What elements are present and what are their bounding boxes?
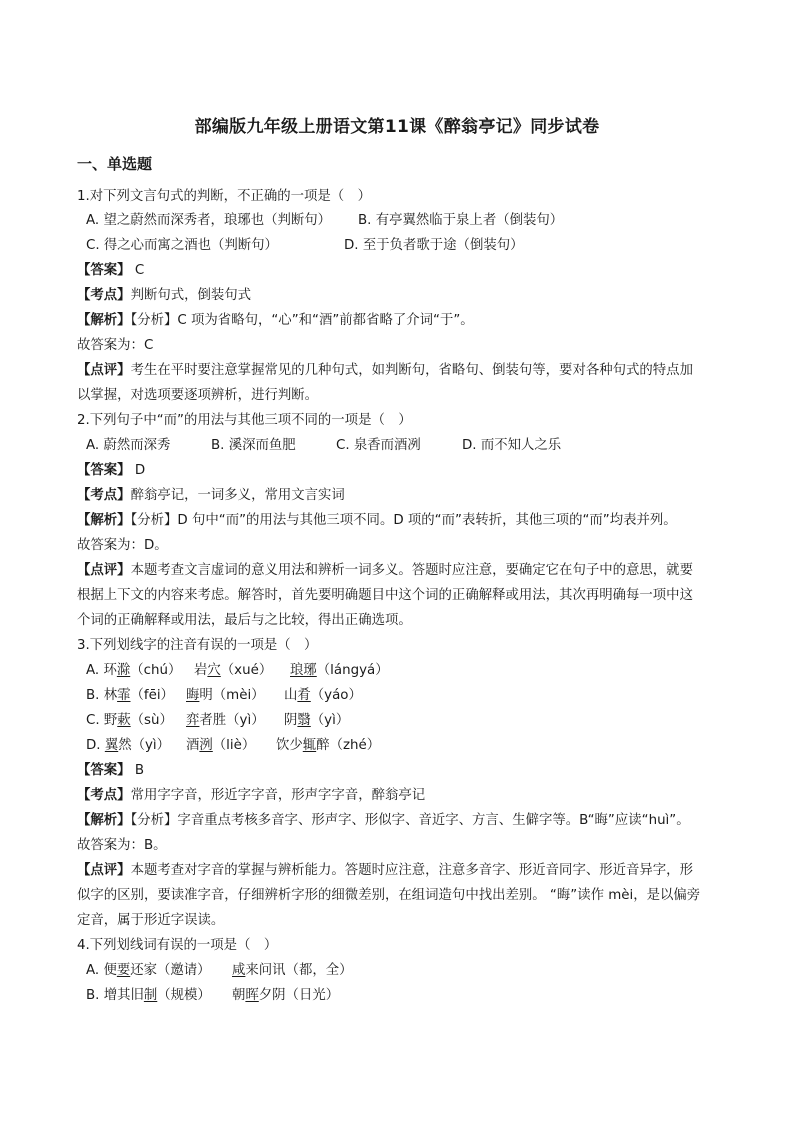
pinyin: （yì） — [131, 738, 171, 753]
q3-so: 故答案为：B。 — [77, 838, 167, 853]
pinyin: （yì） — [310, 713, 350, 728]
underlined-word: 咸 — [232, 963, 246, 978]
analysis-tag: 【解析】 — [77, 513, 131, 528]
q2-answer-value: D — [130, 463, 146, 478]
option-text: （规模） — [157, 988, 211, 1003]
q3-comment — [77, 862, 693, 880]
underlined-char: 翼 — [104, 738, 119, 753]
pinyin: （liè） — [212, 738, 256, 753]
section-heading: 一、单选题 — [77, 155, 153, 173]
q1-answer — [77, 262, 144, 280]
q3-answer-value: B — [130, 763, 145, 778]
pinyin: （mèi） — [212, 688, 265, 703]
q1-option-c: C. 得之心而寓之酒也（判断句） — [86, 238, 278, 253]
q3-option-a — [86, 662, 389, 680]
underlined-char: 弈 — [186, 713, 200, 728]
option-text: 醉 — [316, 738, 330, 753]
underlined-char: 滁 — [116, 663, 131, 678]
q1-option-row — [86, 212, 564, 230]
answer-tag: 【答案】 — [77, 263, 131, 278]
analysis-tag: 【解析】 — [77, 313, 131, 328]
underlined-word: 要 — [116, 963, 131, 978]
q1-comment-text: 考生在平时要注意掌握常见的几种句式，如判断句，省略句、倒装句等，要对各种句式的特点加 — [130, 363, 693, 378]
underlined-word: 晖 — [245, 988, 259, 1003]
q1-option-row — [86, 237, 524, 255]
q1-stem: 1.对下列文言句式的判断，不正确的一项是（ ） — [77, 189, 371, 204]
q3-comment-cont: 似字的区别，要读准字音，仔细辨析字形的细微差别，在组词造句中找出差别。 “晦”读作 mèi，是以偏旁 — [77, 888, 701, 903]
pinyin: （sù） — [130, 713, 173, 728]
option-text: 来问讯（都，全） — [245, 963, 353, 978]
q2-answer — [77, 462, 145, 480]
point-tag: 【考点】 — [77, 788, 131, 803]
underlined-word: 制 — [143, 988, 158, 1003]
underlined-char: 穴 — [207, 663, 221, 678]
option-text: 还家（邀请） — [130, 963, 211, 978]
underlined-char: 肴 — [297, 688, 311, 703]
q3-answer — [77, 762, 144, 780]
q2-analysis — [77, 512, 677, 530]
q2-option-d: D. 而不知人之乐 — [462, 438, 562, 453]
q2-comment-text: 本题考查文言虚词的意义用法和辨析一词多义。答题时应注意，要确定它在句子中的意思，就要 — [130, 563, 693, 578]
option-text: 朝 — [232, 988, 246, 1003]
q1-option-b: B. 有亭翼然临于泉上者（倒装句） — [358, 213, 564, 228]
q3-option-d — [86, 737, 381, 755]
option-text: 酒 — [186, 738, 200, 753]
underlined-char: 辄 — [302, 738, 317, 753]
option-text: A. 环 — [86, 663, 117, 678]
page-title: 部编版九年级上册语文第11课《醉翁亭记》同步试卷 — [194, 117, 600, 137]
option-text: B. 林 — [86, 688, 118, 703]
q1-option-a: A. 望之蔚然而深秀者，琅琊也（判断句） — [86, 213, 332, 228]
q1-comment — [77, 362, 693, 380]
q2-point-text: 醉翁亭记，一词多义，常用文言实词 — [130, 488, 345, 503]
underlined-char: 蔌 — [117, 713, 131, 728]
pinyin: （fēi） — [130, 688, 174, 703]
q3-analysis — [77, 812, 690, 830]
q2-point — [77, 487, 345, 505]
q4-option-a — [86, 962, 353, 980]
q1-answer-value: C — [130, 263, 145, 278]
underlined-char: 洌 — [199, 738, 213, 753]
q3-option-b — [86, 687, 362, 705]
option-text: 然 — [118, 738, 132, 753]
option-text: 夕阴（日光） — [258, 988, 340, 1003]
q1-analysis-text: 【分析】C 项为省略句，“心”和“酒”前都省略了介词“于”。 — [130, 313, 474, 328]
q2-option-a: A. 蔚然而深秀 — [86, 438, 171, 453]
q1-comment-cont: 以掌握，对选项要逐项辨析，进行判断。 — [77, 388, 319, 403]
q3-comment-text: 本题考查对字音的掌握与辨析能力。答题时应注意，注意多音字、形近音同字、形近音异字，形 — [130, 863, 693, 878]
underlined-char: 晦 — [186, 688, 200, 703]
point-tag: 【考点】 — [77, 488, 131, 503]
q1-so: 故答案为：C — [77, 338, 154, 353]
q4-stem: 4.下列划线词有误的一项是（ ） — [77, 938, 278, 953]
comment-tag: 【点评】 — [77, 363, 131, 378]
q2-option-c: C. 泉香而酒冽 — [336, 438, 421, 453]
answer-tag: 【答案】 — [77, 463, 131, 478]
q3-point-text: 常用字字音，形近字字音，形声字字音，醉翁亭记 — [130, 788, 426, 803]
option-text: 者胜 — [199, 713, 227, 728]
q3-option-c — [86, 712, 350, 730]
analysis-tag: 【解析】 — [77, 813, 131, 828]
q1-analysis — [77, 312, 474, 330]
option-text: C. 野 — [86, 713, 118, 728]
q2-comment-cont: 根据上下文的内容来考虑。解答时，首先要明确题目中这个词的正确解释或用法，其次再明确每一项中这 — [77, 588, 693, 603]
q1-option-d: D. 至于负者歌于途（倒装句） — [344, 238, 524, 253]
option-text: A. 便 — [86, 963, 117, 978]
option-text: B. 增其旧 — [86, 988, 144, 1003]
option-text: 山 — [284, 688, 298, 703]
q2-option-b: B. 溪深而鱼肥 — [211, 438, 296, 453]
option-text: 岩 — [194, 663, 208, 678]
point-tag: 【考点】 — [77, 288, 131, 303]
underlined-char: 霏 — [117, 688, 131, 703]
option-text: 阴 — [284, 713, 298, 728]
q2-so: 故答案为：D。 — [77, 538, 168, 553]
pinyin: （lángyá） — [316, 663, 389, 678]
underlined-char: 琅琊 — [290, 663, 317, 678]
comment-tag: 【点评】 — [77, 863, 131, 878]
q2-analysis-text: 【分析】D 句中“而”的用法与其他三项不同。D 项的“而”表转折，其他三项的“而”均表并列。 — [130, 513, 677, 528]
pinyin: （xué） — [220, 663, 273, 678]
q1-point — [77, 287, 251, 305]
pinyin: （yì） — [226, 713, 265, 728]
q2-comment — [77, 562, 693, 580]
q2-option-row — [86, 437, 562, 455]
pinyin: （zhé） — [329, 738, 381, 753]
q3-analysis-text: 【分析】字音重点考核多音字、形声字、形似字、音近字、方言、生僻字等。B“晦”应读“huì”。 — [130, 813, 690, 828]
q3-point — [77, 787, 425, 805]
pinyin: （yáo） — [310, 688, 362, 703]
underlined-char: 翳 — [297, 713, 311, 728]
answer-tag: 【答案】 — [77, 763, 131, 778]
q2-stem: 2.下列句子中“而”的用法与其他三项不同的一项是（ ） — [77, 413, 412, 428]
q3-stem: 3.下列划线字的注音有误的一项是（ ） — [77, 638, 318, 653]
q1-point-text: 判断句式，倒装句式 — [130, 288, 252, 303]
q2-comment-cont: 个词的正确解释或用法，最后与之比较，得出正确选项。 — [77, 613, 412, 628]
option-text: D. — [86, 738, 105, 753]
q3-comment-cont: 定音，属于形近字误读。 — [77, 913, 225, 928]
option-text: 明 — [199, 688, 213, 703]
q4-option-b — [86, 987, 340, 1005]
option-text: 饮少 — [276, 738, 303, 753]
pinyin: （chú） — [130, 663, 182, 678]
comment-tag: 【点评】 — [77, 563, 131, 578]
